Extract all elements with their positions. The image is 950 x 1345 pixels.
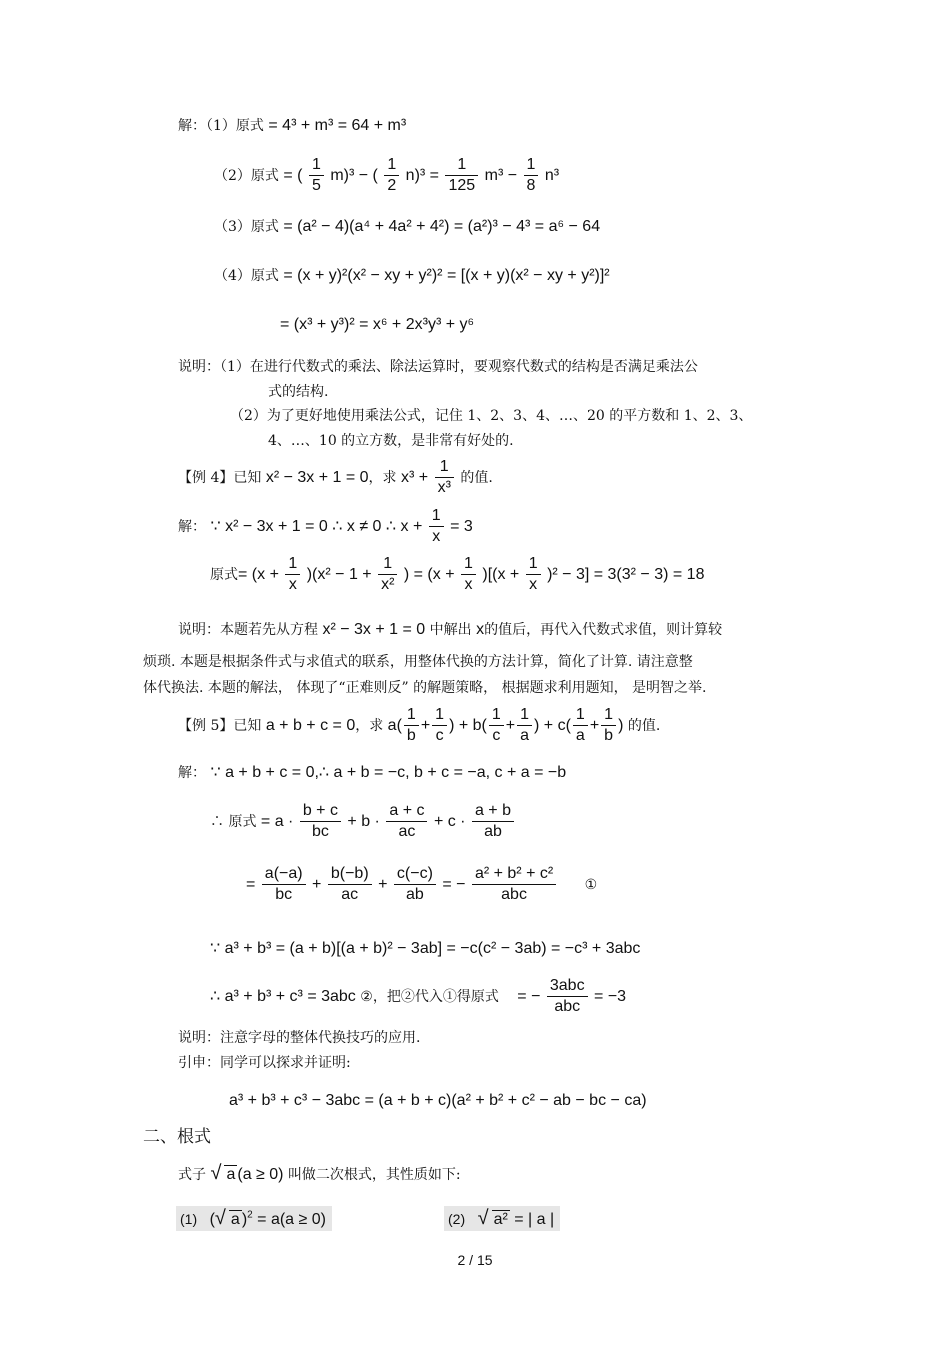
numerator: b + c — [300, 802, 341, 822]
fraction — [328, 865, 372, 905]
fraction — [461, 555, 476, 595]
denominator: bc — [311, 823, 329, 841]
note3 — [178, 355, 752, 453]
fraction — [432, 706, 447, 746]
numerator: 1 — [601, 706, 616, 726]
example-tag: 【例 5】 — [178, 717, 234, 734]
sol-text: ②，把②代入①得原式 — [360, 988, 499, 1005]
sol3-l2-part: n³ — [544, 166, 560, 184]
sol-expr: + — [378, 875, 388, 893]
example4-note-line3: 体代换法. 本题的解法， 体现了“正难则反” 的解题策略， 根据题求利用题知， 是明智之举. — [143, 680, 707, 696]
numerator: a + b — [472, 802, 514, 822]
example5-statement — [178, 706, 660, 746]
sol-expr: ∵ x² − 3x + 1 = 0 ∴ x ≠ 0 ∴ x + — [210, 517, 423, 535]
sol-expr: = — [246, 875, 256, 893]
intro-condition: (a ≥ 0) — [237, 1166, 284, 1183]
example4-note-line2: 烦琐. 本题是根据条件式与求值式的联系，用整体代换的方法计算，简化了计算. 请注意整 — [143, 654, 693, 670]
sqrt-icon — [214, 1207, 242, 1229]
property-box: (1) ( √ a )$^2$ = a(a ≥ 0) — [176, 1206, 332, 1231]
radicand: a — [230, 1211, 240, 1228]
numerator: 1 — [285, 555, 300, 575]
note-label: 说明： — [178, 622, 220, 638]
fraction — [472, 865, 556, 905]
fraction — [394, 865, 436, 905]
section-heading: 二、根式 — [143, 1127, 211, 1147]
intro-text: 式子 — [178, 1167, 206, 1183]
numerator: 1 — [435, 458, 454, 478]
denominator: x³ — [437, 479, 451, 497]
sol3-line2 — [214, 156, 559, 196]
note-text: 中解出 — [429, 622, 472, 638]
numerator: a + c — [386, 802, 427, 822]
numerator: a(−a) — [262, 865, 306, 885]
example-condition: a + b + c = 0 — [265, 716, 356, 734]
denominator: x — [464, 576, 473, 594]
example-tag: 【例 4】 — [178, 469, 234, 486]
property-1 — [176, 1206, 332, 1231]
fraction — [262, 865, 306, 905]
sol3-l3-label: （3）原式 — [214, 219, 279, 235]
sol-expr: ∴ a³ + b³ + c³ = 3abc — [210, 987, 356, 1005]
radical-sign-icon: √ — [210, 1162, 222, 1184]
example4-sol2 — [210, 555, 704, 595]
fraction — [472, 802, 514, 842]
sol-expr: = a · — [260, 812, 294, 830]
note3-p2b: 4、…、10 的立方数，是非常有好处的. — [268, 432, 514, 449]
example-end: 的值. — [460, 469, 493, 486]
sol-expr: + — [312, 875, 322, 893]
note3-p1a: （1）在进行代数式的乘法、除法运算时，要观察代数式的结构是否满足乘法公 — [220, 359, 698, 375]
example5-sol2 — [210, 802, 516, 842]
property-2 — [444, 1206, 560, 1231]
sol-expr: = −3 — [594, 987, 627, 1005]
property-rhs: = | a | — [514, 1211, 555, 1228]
example-expr: + — [420, 716, 431, 734]
example-expr: + — [589, 716, 600, 734]
numerator: 1 — [378, 555, 397, 575]
sol3-label: 解：（1）原式 — [178, 118, 264, 134]
extension-text: 同学可以探求并证明: — [220, 1055, 351, 1071]
radical-intro — [178, 1162, 461, 1184]
radical-sign-icon: √ — [477, 1207, 489, 1229]
denominator: ac — [398, 823, 416, 841]
sol3-eq1: = 4³ + m³ = 64 + m³ — [268, 117, 407, 134]
example-expr: x³ + — [401, 468, 429, 486]
example5-sol1 — [178, 763, 566, 782]
note-text: 注意字母的整体代换技巧的应用. — [220, 1030, 421, 1046]
fraction — [547, 977, 588, 1017]
sol-expr: = 3 — [450, 517, 473, 535]
sol-label: 解： — [178, 765, 206, 781]
sol-expr: )² − 3] = 3(3² − 3) = 18 — [547, 565, 705, 583]
numerator: 1 — [404, 706, 419, 726]
note-label: 说明： — [178, 359, 220, 375]
sol-expr: )[(x + — [482, 565, 520, 583]
sqrt-icon — [210, 1162, 237, 1184]
denominator: ab — [484, 823, 502, 841]
denominator: 8 — [526, 177, 536, 195]
sol-expr: ∵ a + b + c = 0,∴ a + b = −c, b + c = −a, c + a = −b — [210, 764, 567, 781]
numerator: 1 — [429, 507, 444, 527]
sol3-line1 — [178, 116, 406, 135]
sol3-l2-label: （2）原式 — [214, 167, 279, 184]
example5-sol5 — [210, 977, 626, 1017]
numerator: 3abc — [547, 977, 588, 997]
fraction — [445, 156, 478, 196]
denominator: x — [432, 528, 441, 546]
fraction — [524, 156, 539, 196]
numerator: 1 — [526, 555, 541, 575]
note-equation: x² − 3x + 1 = 0 — [322, 621, 426, 638]
property-box — [444, 1206, 560, 1231]
intro-text: 叫做二次根式，其性质如下: — [287, 1167, 461, 1183]
denominator: x — [529, 576, 538, 594]
sol-expr: )(x² − 1 + — [306, 565, 372, 583]
note3-p1b: 式的结构. — [268, 383, 329, 400]
example-ask: ，求 — [368, 469, 397, 486]
example5-note — [178, 1030, 420, 1047]
denominator: c — [492, 727, 501, 745]
sol3-l2-part: m)³ − ( — [330, 166, 378, 184]
example-given: 已知 — [233, 717, 262, 734]
radicand: a² — [493, 1211, 508, 1228]
sol-label: 解： — [178, 518, 206, 535]
fraction — [300, 802, 341, 842]
numerator: 1 — [517, 706, 532, 726]
extension-label: 引申： — [178, 1055, 220, 1071]
page-number: 2 / 15 — [457, 1252, 493, 1268]
sol3-line5: = (x³ + y³)² = x⁶ + 2x³y³ + y⁶ — [280, 316, 475, 333]
sol3-line4 — [214, 266, 610, 285]
cube-identity: a³ + b³ + c³ − 3abc = (a + b + c)(a² + b² + c² − ab − bc − ca) — [229, 1092, 647, 1109]
numerator: 1 — [489, 706, 504, 726]
example4-sol1 — [178, 507, 473, 547]
property-number: (1) — [180, 1211, 198, 1227]
sol-expr: + b · — [347, 812, 380, 830]
numerator: 1 — [461, 555, 476, 575]
denominator: 125 — [448, 177, 476, 195]
example-condition: x² − 3x + 1 = 0 — [265, 468, 369, 486]
fraction — [526, 555, 541, 595]
sol3-l2-part: n)³ = — [405, 166, 440, 184]
example-expr: ) + c( — [534, 716, 571, 734]
note3-p2a: （2）为了更好地使用乘法公式，记住 1、2、3、4、…、20 的平方数和 1、2、3、 — [230, 408, 753, 424]
numerator: c(−c) — [394, 865, 436, 885]
denominator: a — [520, 727, 530, 745]
fraction — [285, 555, 300, 595]
denominator: a — [575, 727, 585, 745]
example-expr: ) + b( — [449, 716, 487, 734]
example-given: 已知 — [233, 469, 262, 486]
fraction — [517, 706, 532, 746]
fraction — [601, 706, 616, 746]
example4-statement — [178, 458, 493, 498]
sol3-line3 — [214, 217, 600, 236]
denominator: ac — [341, 886, 359, 904]
radicand: a — [226, 1166, 236, 1183]
example5-sol3 — [246, 865, 597, 905]
example-expr: a( — [387, 716, 402, 734]
note-variable: x — [476, 621, 485, 638]
sol-expr: = − — [442, 875, 466, 893]
denominator: b — [406, 727, 416, 745]
denominator: b — [604, 727, 614, 745]
example-expr: ) — [618, 716, 624, 734]
radical-sign-icon: √ — [214, 1207, 226, 1229]
numerator: 1 — [524, 156, 539, 176]
property-number: (2) — [448, 1211, 466, 1227]
fraction — [573, 706, 588, 746]
example4-note-line1 — [178, 620, 722, 639]
denominator: 5 — [311, 177, 321, 195]
numerator: 1 — [573, 706, 588, 726]
note-text: 的值后，再代入代数式求值，则计算较 — [484, 622, 723, 638]
property-rhs: = a(a ≥ 0) — [257, 1211, 326, 1228]
sol-label: 原式 — [210, 566, 238, 583]
fraction — [404, 706, 419, 746]
example-end: 的值. — [627, 717, 661, 734]
sol-expr: ) = (x + — [403, 565, 455, 583]
fraction — [309, 156, 324, 196]
sol-expr: = (x + — [238, 565, 279, 583]
sol3-l4-eq: = (x + y)²(x² − xy + y²)² = [(x + y)(x² − xy + y²)]² — [283, 267, 610, 284]
denominator: abc — [501, 886, 527, 904]
sol-expr: + c · — [433, 812, 466, 830]
note-text: 本题若先从方程 — [220, 622, 318, 638]
fraction — [378, 555, 397, 595]
sol3-l3-eq: = (a² − 4)(a⁴ + 4a² + 4²) = (a²)³ − 4³ = a⁶ − 64 — [283, 218, 601, 235]
denominator: x — [288, 576, 297, 594]
sol3-l4-label: （4）原式 — [214, 268, 279, 284]
denominator: ab — [405, 886, 424, 904]
denominator: abc — [554, 998, 581, 1016]
sol3-l2-part: = ( — [283, 166, 303, 184]
denominator: c — [435, 727, 444, 745]
sol-expr: = − — [517, 987, 541, 1005]
sol-label: ∴ 原式 — [210, 813, 257, 830]
fraction — [435, 458, 454, 498]
denominator: x² — [381, 576, 395, 594]
equation-marker: ① — [584, 876, 598, 893]
fraction — [429, 507, 444, 547]
example-ask: ，求 — [355, 717, 384, 734]
denominator: 2 — [387, 177, 397, 195]
sqrt-icon — [477, 1207, 510, 1229]
fraction — [386, 802, 427, 842]
numerator: 1 — [432, 706, 447, 726]
numerator: 1 — [445, 156, 478, 176]
fraction — [384, 156, 399, 196]
fraction — [489, 706, 504, 746]
note-label: 说明： — [178, 1030, 220, 1046]
numerator: 1 — [309, 156, 324, 176]
denominator: bc — [275, 886, 293, 904]
numerator: 1 — [384, 156, 399, 176]
numerator: a² + b² + c² — [472, 865, 556, 885]
example-expr: + — [505, 716, 516, 734]
sol3-l2-part: m³ − — [484, 166, 518, 184]
example5-extension — [178, 1055, 351, 1072]
example5-sol4: ∵ a³ + b³ = (a + b)[(a + b)² − 3ab] = −c(c² − 3ab) = −c³ + 3abc — [210, 940, 641, 957]
numerator: b(−b) — [328, 865, 372, 885]
